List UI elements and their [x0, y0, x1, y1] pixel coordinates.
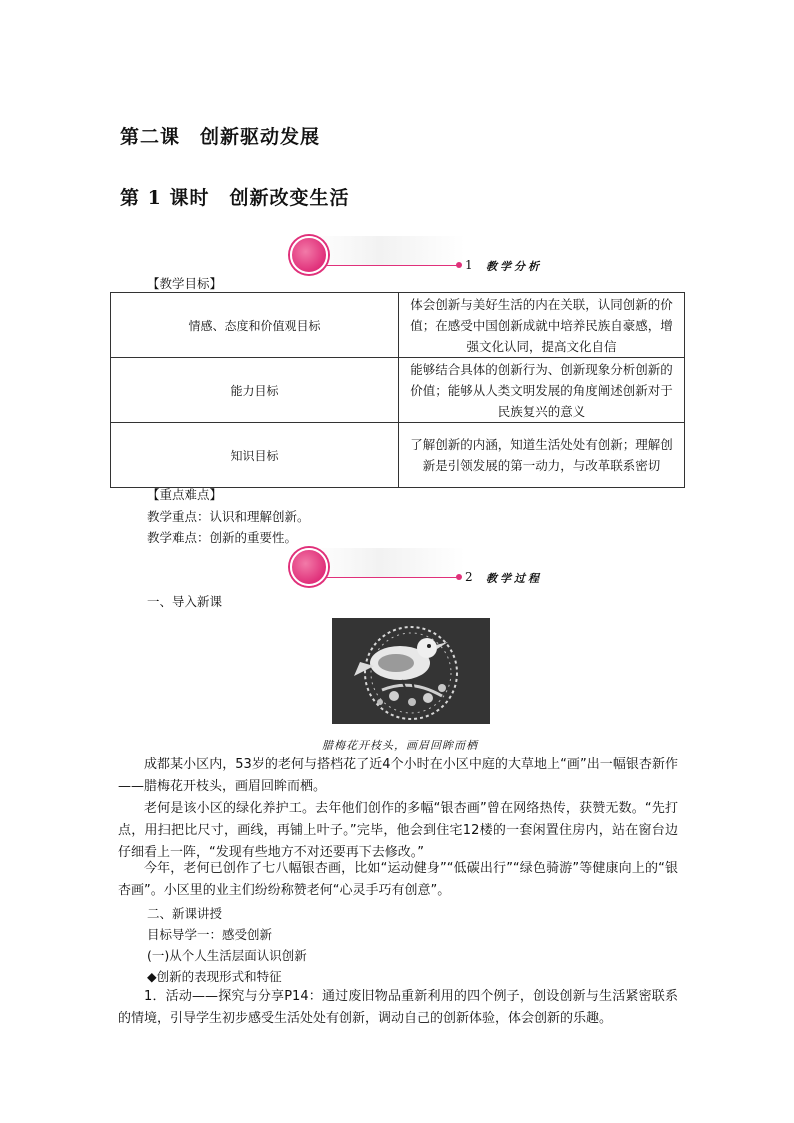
goal-guide: 目标导学一：感受创新	[147, 927, 273, 942]
bullet-heading: ◆创新的表现形式和特征	[147, 969, 282, 984]
section-banner-process	[290, 548, 550, 588]
key-points-heading: 【重点难点】	[147, 487, 223, 502]
teaching-goals-heading: 【教学目标】	[147, 276, 223, 291]
banner-bar	[310, 548, 465, 578]
section-label: 教学分析	[486, 260, 542, 273]
section-number: 1	[465, 258, 473, 272]
photo-caption: 腊梅花开枝头，画眉回眸而栖	[322, 739, 478, 752]
goal-content: 能够结合具体的创新行为、创新现象分析创新的价值；能够从人类文明发展的角度阐述创新对于民族复兴的意义	[399, 358, 685, 423]
section-number: 2	[465, 570, 473, 584]
ginkgo-bird-photo	[332, 618, 490, 724]
goal-type: 能力目标	[111, 358, 399, 423]
table-row	[111, 358, 685, 423]
banner-line	[310, 577, 460, 578]
goal-type: 情感、态度和价值观目标	[111, 293, 399, 358]
banner-dot	[456, 574, 462, 580]
new-lesson-heading: 二、新课讲授	[147, 906, 223, 921]
table-row	[111, 423, 685, 488]
goal-content: 体会创新与美好生活的内在关联，认同创新的价值；在感受中国创新成就中培养民族自豪感，增强文化认同，提高文化自信	[399, 293, 685, 358]
intro-heading: 一、导入新课	[147, 594, 223, 609]
paragraph: 老何是该小区的绿化养护工。去年他们创作的多幅“银杏画”曾在网络热传，获赞无数。“先打点，用扫把比尺寸，画线，再铺上叶子。”完毕，他会到住宅12楼的一套闲置住房内，站在窗台边仔细看上一阵，“发现有些地方不对还要再下去修改。”	[118, 801, 678, 860]
subsection-heading: (一)从个人生活层面认识创新	[147, 948, 307, 963]
banner-line	[310, 265, 460, 266]
paragraph: 今年，老何已创作了七八幅银杏画，比如“运动健身”“低碳出行”“绿色骑游”等健康向上的“银杏画”。小区里的业主们纷纷称赞老何“心灵手巧有创意”。	[118, 861, 678, 898]
section-banner-analysis	[290, 236, 550, 276]
banner-circle-icon	[290, 236, 328, 274]
paragraph: 成都某小区内，53岁的老何与搭档花了近4个小时在小区中庭的大草地上“画”出一幅银杏新作——腊梅花开枝头，画眉回眸而栖。	[118, 757, 678, 794]
table-row	[111, 293, 685, 358]
banner-dot	[456, 262, 462, 268]
banner-circle-icon	[290, 548, 328, 586]
goal-content: 了解创新的内涵，知道生活处处有创新；理解创新是引领发展的第一动力，与改革联系密切	[399, 423, 685, 488]
difficult-point: 教学难点：创新的重要性。	[147, 530, 298, 545]
lesson-title: 第二课 创新驱动发展	[120, 126, 321, 148]
bird-illustration-icon	[332, 618, 490, 724]
goal-type: 知识目标	[111, 423, 399, 488]
banner-bar	[310, 236, 465, 266]
period-title: 第 1 课时 创新改变生活	[120, 187, 350, 209]
goals-table	[110, 292, 685, 488]
section-label: 教学过程	[486, 572, 542, 585]
activity-paragraph: 1．活动——探究与分享P14：通过废旧物品重新利用的四个例子，创设创新与生活紧密联系的情境，引导学生初步感受生活处处有创新，调动自己的创新体验，体会创新的乐趣。	[118, 989, 678, 1026]
key-point: 教学重点：认识和理解创新。	[147, 509, 310, 524]
